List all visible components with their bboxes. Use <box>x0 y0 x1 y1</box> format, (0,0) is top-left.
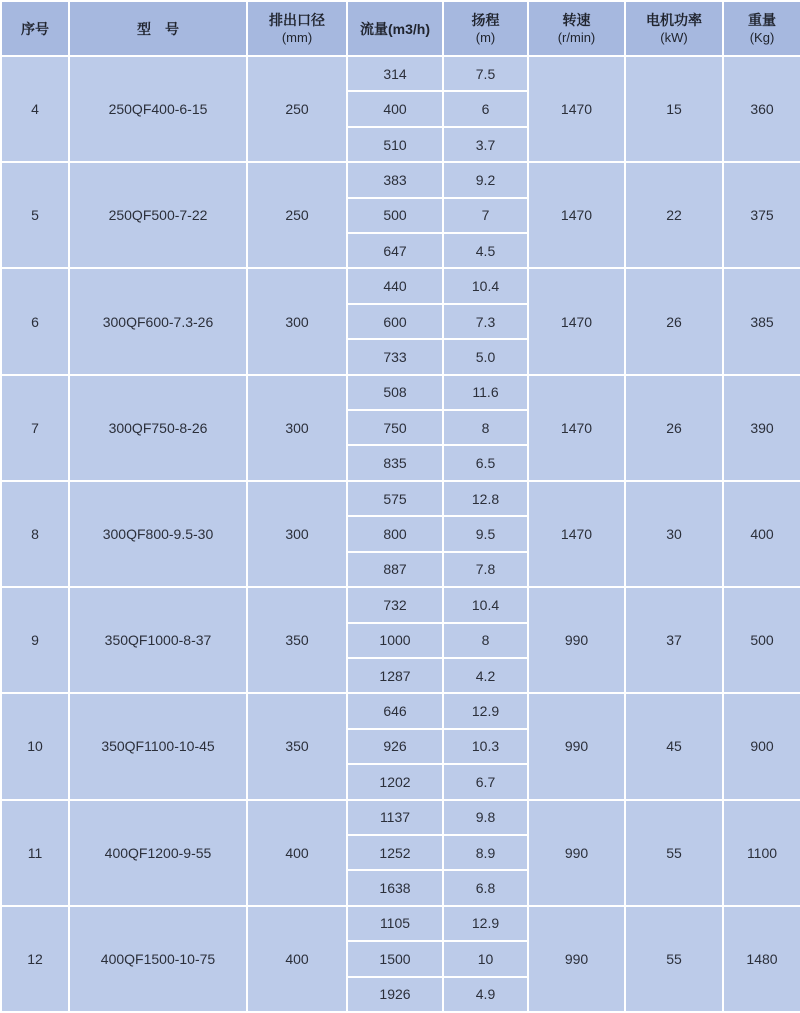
header-head-unit: (m) <box>475 29 496 45</box>
speed-cell: 1470 <box>528 481 625 587</box>
outlet-diameter-cell: 300 <box>247 375 347 481</box>
header-flow-label: 流量(m3/h) <box>360 20 430 37</box>
flow-cell: 1137 <box>347 800 443 835</box>
head-cell: 8 <box>443 623 528 658</box>
table-row <box>1 693 800 728</box>
flow-cell: 383 <box>347 162 443 197</box>
motor-power-cell: 22 <box>625 162 723 268</box>
outlet-diameter-cell: 350 <box>247 587 347 693</box>
speed-cell: 1470 <box>528 268 625 374</box>
head-cell: 6.8 <box>443 870 528 905</box>
head-cell: 5.0 <box>443 339 528 374</box>
flow-cell: 887 <box>347 552 443 587</box>
serial-no-cell: 5 <box>1 162 69 268</box>
weight-cell: 1100 <box>723 800 800 906</box>
header-speed-label: 转速 <box>562 11 591 28</box>
motor-power-cell: 26 <box>625 375 723 481</box>
table-row <box>1 268 800 303</box>
table-row <box>1 906 800 941</box>
table-row <box>1 56 800 91</box>
header-motor-power-label: 电机功率 <box>646 11 702 28</box>
head-cell: 7.3 <box>443 304 528 339</box>
flow-cell: 1252 <box>347 835 443 870</box>
weight-cell: 360 <box>723 56 800 162</box>
model-cell: 300QF600-7.3-26 <box>69 268 247 374</box>
flow-cell: 1638 <box>347 870 443 905</box>
weight-cell: 900 <box>723 693 800 799</box>
flow-cell: 732 <box>347 587 443 622</box>
flow-cell: 440 <box>347 268 443 303</box>
flow-cell: 400 <box>347 91 443 126</box>
model-cell: 400QF1500-10-75 <box>69 906 247 1012</box>
motor-power-cell: 55 <box>625 800 723 906</box>
head-cell: 12.9 <box>443 906 528 941</box>
flow-cell: 314 <box>347 56 443 91</box>
header-motor-power <box>625 1 723 56</box>
outlet-diameter-cell: 400 <box>247 906 347 1012</box>
header-model-label: 型 号 <box>137 20 179 37</box>
header-head-label: 扬程 <box>471 11 500 28</box>
head-cell: 10 <box>443 941 528 976</box>
outlet-diameter-cell: 400 <box>247 800 347 906</box>
head-cell: 6.5 <box>443 445 528 480</box>
serial-no-cell: 10 <box>1 693 69 799</box>
head-cell: 8.9 <box>443 835 528 870</box>
header-flow <box>347 1 443 56</box>
serial-no-cell: 7 <box>1 375 69 481</box>
head-cell: 4.2 <box>443 658 528 693</box>
header-outlet-diameter-unit: (mm) <box>281 29 313 45</box>
head-cell: 11.6 <box>443 375 528 410</box>
header-head <box>443 1 528 56</box>
header-model <box>69 1 247 56</box>
serial-no-cell: 4 <box>1 56 69 162</box>
table-row <box>1 375 800 410</box>
table-row <box>1 162 800 197</box>
head-cell: 12.9 <box>443 693 528 728</box>
motor-power-cell: 26 <box>625 268 723 374</box>
table-body <box>1 56 800 1012</box>
model-cell: 350QF1000-8-37 <box>69 587 247 693</box>
model-cell: 300QF750-8-26 <box>69 375 247 481</box>
speed-cell: 990 <box>528 693 625 799</box>
weight-cell: 390 <box>723 375 800 481</box>
header-speed <box>528 1 625 56</box>
flow-cell: 1926 <box>347 977 443 1012</box>
serial-no-cell: 8 <box>1 481 69 587</box>
serial-no-cell: 6 <box>1 268 69 374</box>
motor-power-cell: 55 <box>625 906 723 1012</box>
head-cell: 4.9 <box>443 977 528 1012</box>
outlet-diameter-cell: 250 <box>247 56 347 162</box>
head-cell: 6 <box>443 91 528 126</box>
flow-cell: 1105 <box>347 906 443 941</box>
head-cell: 6.7 <box>443 764 528 799</box>
header-speed-unit: (r/min) <box>557 29 596 45</box>
motor-power-cell: 15 <box>625 56 723 162</box>
flow-cell: 508 <box>347 375 443 410</box>
head-cell: 9.8 <box>443 800 528 835</box>
head-cell: 10.4 <box>443 268 528 303</box>
weight-cell: 1480 <box>723 906 800 1012</box>
model-cell: 250QF400-6-15 <box>69 56 247 162</box>
model-cell: 350QF1100-10-45 <box>69 693 247 799</box>
head-cell: 12.8 <box>443 481 528 516</box>
motor-power-cell: 45 <box>625 693 723 799</box>
outlet-diameter-cell: 300 <box>247 481 347 587</box>
table-row <box>1 587 800 622</box>
header-serial-no <box>1 1 69 56</box>
head-cell: 7.5 <box>443 56 528 91</box>
head-cell: 8 <box>443 410 528 445</box>
speed-cell: 990 <box>528 587 625 693</box>
flow-cell: 500 <box>347 198 443 233</box>
model-cell: 250QF500-7-22 <box>69 162 247 268</box>
model-cell: 400QF1200-9-55 <box>69 800 247 906</box>
flow-cell: 575 <box>347 481 443 516</box>
header-weight-unit: (Kg) <box>749 29 775 45</box>
flow-cell: 800 <box>347 516 443 551</box>
motor-power-cell: 37 <box>625 587 723 693</box>
head-cell: 10.4 <box>443 587 528 622</box>
header-weight <box>723 1 800 56</box>
motor-power-cell: 30 <box>625 481 723 587</box>
serial-no-cell: 11 <box>1 800 69 906</box>
serial-no-cell: 9 <box>1 587 69 693</box>
header-serial-no-label: 序号 <box>21 20 49 37</box>
table-row <box>1 481 800 516</box>
flow-cell: 1287 <box>347 658 443 693</box>
flow-cell: 1202 <box>347 764 443 799</box>
speed-cell: 990 <box>528 906 625 1012</box>
flow-cell: 1500 <box>347 941 443 976</box>
speed-cell: 1470 <box>528 56 625 162</box>
header-weight-label: 重量 <box>748 11 776 28</box>
flow-cell: 835 <box>347 445 443 480</box>
weight-cell: 375 <box>723 162 800 268</box>
speed-cell: 990 <box>528 800 625 906</box>
head-cell: 7 <box>443 198 528 233</box>
weight-cell: 500 <box>723 587 800 693</box>
head-cell: 9.2 <box>443 162 528 197</box>
head-cell: 3.7 <box>443 127 528 162</box>
flow-cell: 600 <box>347 304 443 339</box>
outlet-diameter-cell: 350 <box>247 693 347 799</box>
head-cell: 9.5 <box>443 516 528 551</box>
header-outlet-diameter-label: 排出口径 <box>269 11 325 28</box>
header-outlet-diameter <box>247 1 347 56</box>
flow-cell: 646 <box>347 693 443 728</box>
weight-cell: 400 <box>723 481 800 587</box>
speed-cell: 1470 <box>528 375 625 481</box>
flow-cell: 510 <box>347 127 443 162</box>
header-motor-power-unit: (kW) <box>660 29 688 45</box>
head-cell: 7.8 <box>443 552 528 587</box>
outlet-diameter-cell: 300 <box>247 268 347 374</box>
weight-cell: 385 <box>723 268 800 374</box>
table-header <box>1 1 800 56</box>
outlet-diameter-cell: 250 <box>247 162 347 268</box>
flow-cell: 733 <box>347 339 443 374</box>
flow-cell: 647 <box>347 233 443 268</box>
flow-cell: 1000 <box>347 623 443 658</box>
flow-cell: 750 <box>347 410 443 445</box>
model-cell: 300QF800-9.5-30 <box>69 481 247 587</box>
flow-cell: 926 <box>347 729 443 764</box>
speed-cell: 1470 <box>528 162 625 268</box>
table-row <box>1 800 800 835</box>
head-cell: 10.3 <box>443 729 528 764</box>
serial-no-cell: 12 <box>1 906 69 1012</box>
header-row <box>1 1 800 56</box>
head-cell: 4.5 <box>443 233 528 268</box>
